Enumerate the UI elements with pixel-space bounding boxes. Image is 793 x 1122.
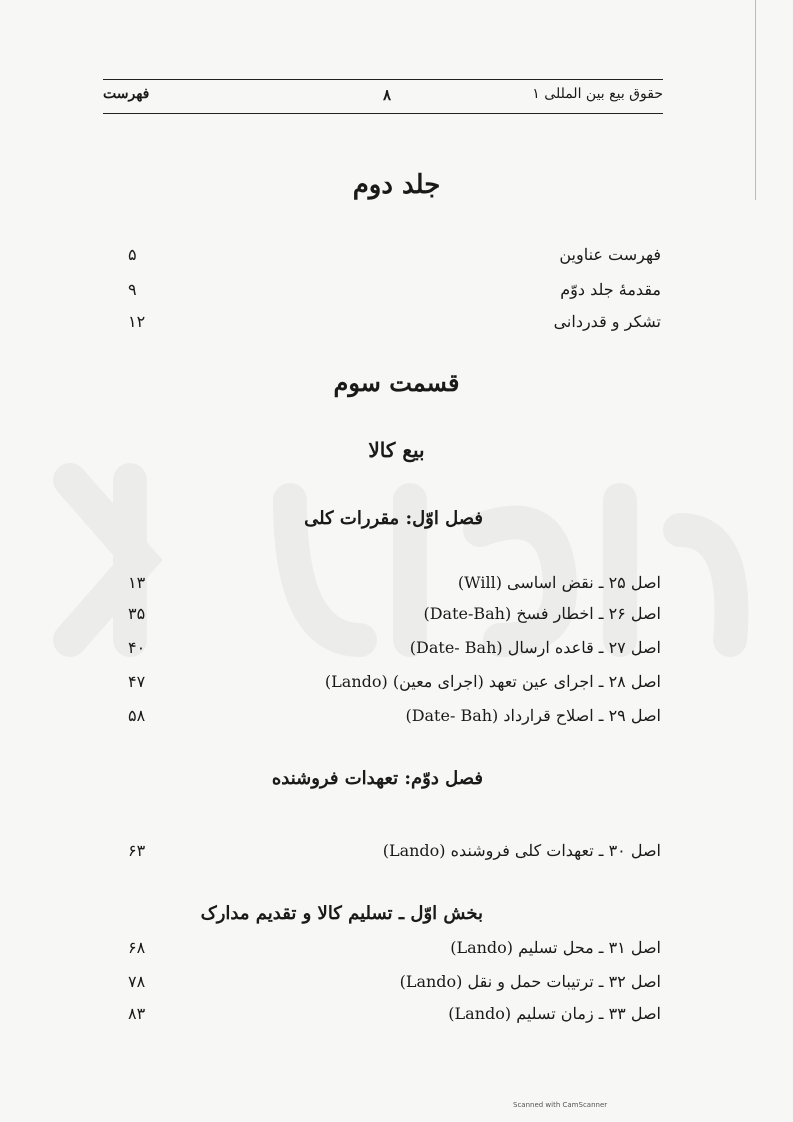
toc-entry-page: ۹ [128,280,137,299]
toc-entry-page: ۳۵ [128,604,146,623]
toc-entry-text: تشکر و قدردانی [553,312,661,331]
toc-entry-text: فهرست عناوین [559,245,661,264]
part-subtitle: بیع کالا [368,438,425,462]
toc-entry-text: اصل ۲۵ ـ نقض اساسی (Will) [457,573,661,592]
toc-entry-text: اصل ۳۱ ـ محل تسلیم (Lando) [450,938,661,957]
toc-entry-page: ۵۸ [128,706,146,725]
header-bottom-rule [103,113,663,114]
toc-entry-text: اصل ۳۰ ـ تعهدات کلی فروشنده (Lando) [382,841,661,860]
running-header-page-number: ۸ [383,86,392,104]
toc-entry-page: ۱۲ [128,312,146,331]
toc-entry-text: اصل ۳۳ ـ زمان تسلیم (Lando) [448,1004,661,1023]
toc-entry-page: ۵ [128,245,137,264]
toc-entry-text: اصل ۲۹ ـ اصلاح قرارداد (Date- Bah) [405,706,661,725]
toc-entry-text: مقدمهٔ جلد دوّم [560,280,661,299]
toc-entry-text: اصل ۲۶ ـ اخطار فسخ (Date-Bah) [423,604,661,623]
header-top-rule [103,79,663,80]
toc-entry-page: ۸۳ [128,1004,146,1023]
running-header-book-title: حقوق بیع بین المللی ۱ [532,86,663,102]
toc-entry-text: اصل ۳۲ ـ ترتیبات حمل و نقل (Lando) [399,972,661,991]
scanner-watermark-text: Scanned with CamScanner [513,1101,608,1109]
toc-entry-page: ۶۸ [128,938,146,957]
toc-entry-page: ۴۰ [128,638,146,657]
toc-entry-page: ۷۸ [128,972,146,991]
toc-entry-page: ۶۳ [128,841,146,860]
toc-entry-page: ۴۷ [128,672,146,691]
part-title: قسمت سوم [333,368,460,397]
toc-entry-text: اصل ۲۸ ـ اجرای عین تعهد (اجرای معین) (Lando) [324,672,661,691]
chapter-title: فصل اوّل: مقررات کلی [304,508,483,529]
toc-entry-text: اصل ۲۷ ـ قاعده ارسال (Date- Bah) [409,638,661,657]
volume-title: جلد دوم [352,170,441,200]
chapter-title: فصل دوّم: تعهدات فروشنده [271,768,483,789]
running-header-section: فهرست [103,86,150,102]
toc-entry-page: ۱۳ [128,573,146,592]
section-title: بخش اوّل ـ تسلیم کالا و تقدیم مدارک [200,903,483,924]
